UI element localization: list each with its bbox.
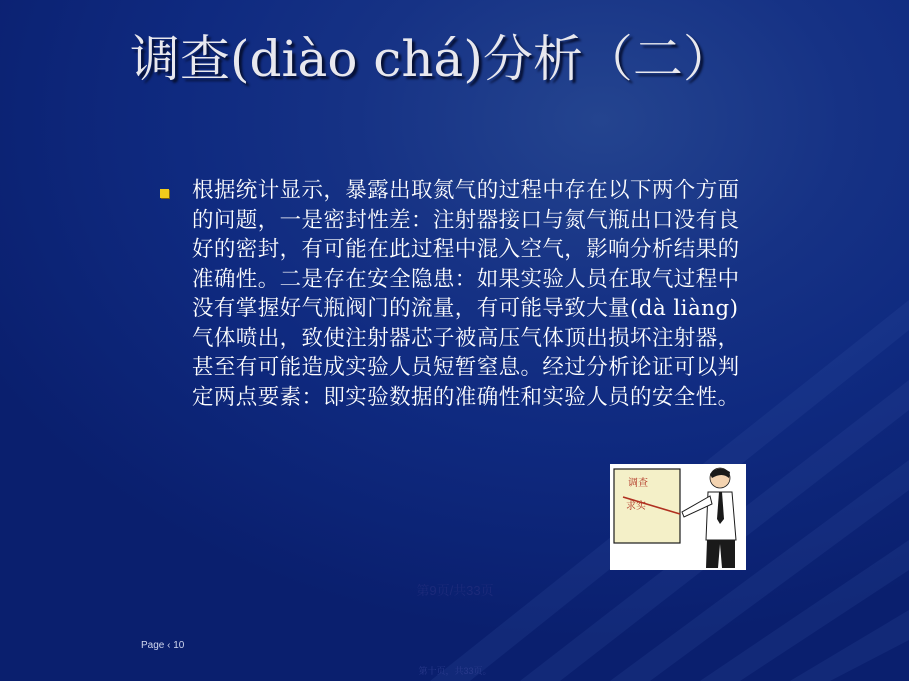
board-text-line2: 求实 xyxy=(626,501,646,512)
bullet-square-icon xyxy=(160,189,169,198)
slide-title: 调查(diào chá)分析（二） xyxy=(130,30,733,88)
board-text-line1: 调查 xyxy=(628,478,648,489)
bullet-paragraph: 根据统计显示，暴露出取氮气的过程中存在以下两个方面的问题，一是密封性差：注射器接口与氮气瓶出口没有良好的密封，有可能在此过程中混入空气，影响分析结果的准确性。二是存在安全隐患：如果实验人员在取气过程中没有掌握好气瓶阀门的流量，有可能导致大量(dà liàng)气体喷出，致使注射器芯子被高压气体顶出损坏注射器，甚至有可能造成实验人员短暂窒息。经过分析论证可以判定两点要素：即实验数据的准确性和实验人员的安全性。 xyxy=(192,178,740,410)
presenter-clipart xyxy=(610,464,746,570)
bullet-list xyxy=(158,176,740,476)
bottom-page-note: 第十页，共33页。 xyxy=(418,666,492,676)
page-footer: Page ‹ 10 xyxy=(141,640,185,651)
page-indicator: 第9页/共33页 xyxy=(416,583,494,598)
